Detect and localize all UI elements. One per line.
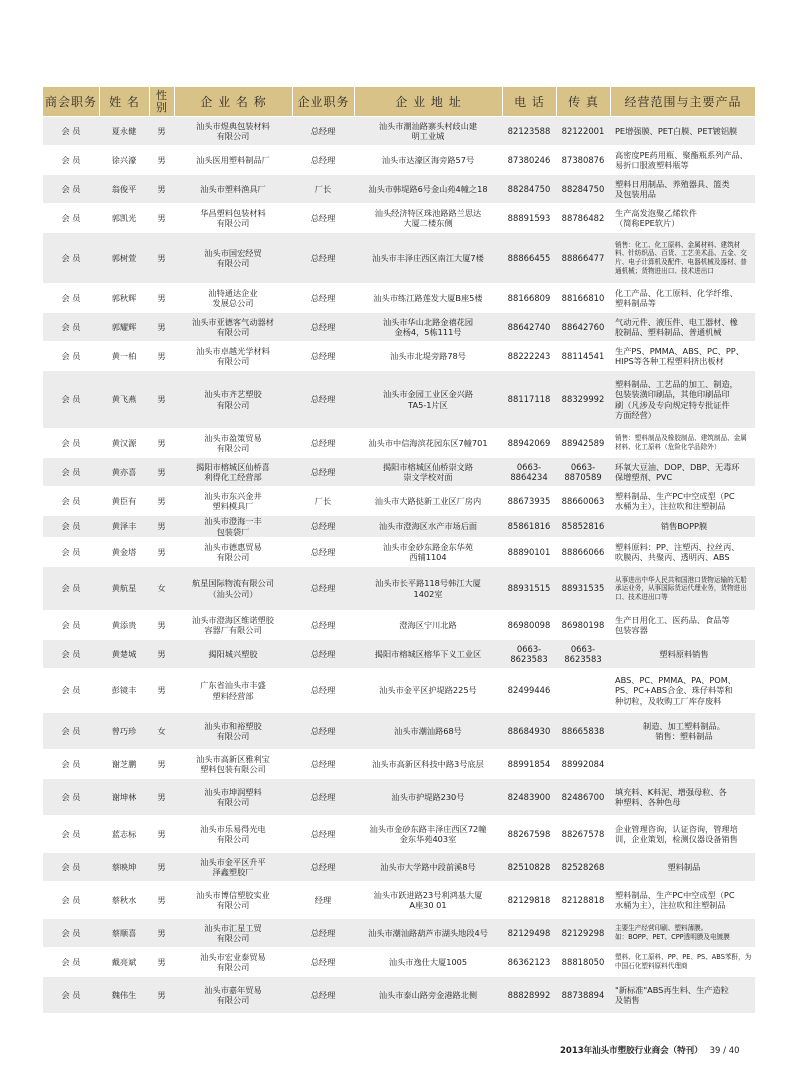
- cell-fax: 88642760: [556, 313, 610, 341]
- cell-company: 汕头市高新区雅利宝 塑料包装有限公司: [174, 750, 292, 778]
- cell-fax: 88114541: [556, 342, 610, 370]
- cell-name: 戴亮斌: [99, 948, 149, 976]
- cell-phone: 82510828: [502, 853, 556, 881]
- cell-phone: 86362123: [502, 948, 556, 976]
- cell-position: 总经理: [292, 567, 354, 610]
- cell-sex: 男: [149, 146, 174, 174]
- cell-fax: 88267578: [556, 816, 610, 852]
- cell-fax: 88992084: [556, 750, 610, 778]
- cell-phone: 82129498: [502, 919, 556, 947]
- cell-role: 会 员: [43, 977, 99, 1013]
- cell-scope: 塑料制品、生产PC中空成型（PC 水桶为主），注拉吹和注塑制品: [610, 882, 755, 918]
- cell-sex: 男: [149, 342, 174, 370]
- cell-company: 汕头医用塑料制品厂: [174, 146, 292, 174]
- table-row: [43, 948, 755, 976]
- cell-scope: 塑料日用制品、养殖器具、篮类 及包装用品: [610, 175, 755, 203]
- table-row: [43, 429, 755, 457]
- cell-fax: 88665838: [556, 713, 610, 749]
- cell-role: 会 员: [43, 175, 99, 203]
- cell-scope: 塑料制品: [610, 853, 755, 881]
- cell-name: 黄飞燕: [99, 371, 149, 428]
- cell-address: 汕头市潮汕路68号: [354, 713, 502, 749]
- cell-scope: [610, 750, 755, 778]
- cell-fax: 0663- 8870589: [556, 458, 610, 486]
- table-row: [43, 175, 755, 203]
- cell-role: 会 员: [43, 669, 99, 712]
- cell-role: 会 员: [43, 313, 99, 341]
- cell-phone: 88828992: [502, 977, 556, 1013]
- cell-role: 会 员: [43, 640, 99, 668]
- cell-company: 汕头市澄海一丰 包装袋厂: [174, 516, 292, 537]
- cell-name: 夏永健: [99, 117, 149, 145]
- cell-address: 汕头市高新区科技中路3号底层: [354, 750, 502, 778]
- cell-phone: 88222243: [502, 342, 556, 370]
- cell-position: 总经理: [292, 146, 354, 174]
- cell-scope: 销售：化工、化工原料、金属材料、建筑材料、针纺织品、百货、工艺美术品、五金、交片、电子计算机及配件、电器机械及器材、普通机械；货物进出口、技术进出口: [610, 233, 755, 283]
- header-scope: 经营范围与主要产品: [610, 87, 755, 116]
- cell-address: 汕头市北堤旁路78号: [354, 342, 502, 370]
- cell-sex: 男: [149, 371, 174, 428]
- cell-company: 揭阳市榕城区仙桥喜 利得化工经营部: [174, 458, 292, 486]
- cell-company: 汕头市金平区升平 泽鑫塑胶厂: [174, 853, 292, 881]
- table-row: [43, 882, 755, 918]
- cell-phone: 88642740: [502, 313, 556, 341]
- cell-name: 郭耀辉: [99, 313, 149, 341]
- member-table: [43, 86, 755, 1014]
- cell-role: 会 员: [43, 146, 99, 174]
- cell-name: 谢坤林: [99, 779, 149, 815]
- cell-name: 郭树萱: [99, 233, 149, 283]
- cell-phone: 88284750: [502, 175, 556, 203]
- table-row: [43, 204, 755, 232]
- header-address: 企 业 地 址: [354, 87, 502, 116]
- cell-role: 会 员: [43, 371, 99, 428]
- cell-sex: 男: [149, 284, 174, 312]
- cell-name: 魏伟生: [99, 977, 149, 1013]
- cell-position: 总经理: [292, 919, 354, 947]
- cell-position: 总经理: [292, 429, 354, 457]
- cell-role: 会 员: [43, 611, 99, 639]
- cell-phone: 82499446: [502, 669, 556, 712]
- cell-phone: 82123588: [502, 117, 556, 145]
- cell-position: 总经理: [292, 779, 354, 815]
- cell-company: 汕头市塑料渔具厂: [174, 175, 292, 203]
- cell-company: 汕头市东兴金井 塑料模具厂: [174, 487, 292, 515]
- cell-sex: 男: [149, 516, 174, 537]
- table-row: [43, 313, 755, 341]
- cell-address: 汕头市逸仕大厦1005: [354, 948, 502, 976]
- cell-sex: 女: [149, 567, 174, 610]
- table-row: [43, 146, 755, 174]
- table-row: [43, 816, 755, 852]
- cell-address: 汕头市大路挞新工业区厂房内: [354, 487, 502, 515]
- header-sex: 性 别: [149, 87, 174, 116]
- cell-role: 会 员: [43, 882, 99, 918]
- cell-scope: 制造、加工塑料制品。 销售：塑料制品: [610, 713, 755, 749]
- cell-sex: 男: [149, 429, 174, 457]
- cell-fax: 85852816: [556, 516, 610, 537]
- cell-address: 汕头市练江路莲发大厦B座5楼: [354, 284, 502, 312]
- cell-name: 郭秋辉: [99, 284, 149, 312]
- cell-role: 会 员: [43, 233, 99, 283]
- cell-position: 总经理: [292, 816, 354, 852]
- cell-address: 揭阳市榕城区榕华下义工业区: [354, 640, 502, 668]
- cell-role: 会 员: [43, 816, 99, 852]
- cell-phone: 88891593: [502, 204, 556, 232]
- cell-address: 汕头市潮汕路葫芦市湖头地段4号: [354, 919, 502, 947]
- cell-phone: 88931515: [502, 567, 556, 610]
- cell-fax: 88866477: [556, 233, 610, 283]
- cell-scope: 环氧大豆油、DOP、DBP、无毒环 保增塑剂、PVC: [610, 458, 755, 486]
- cell-phone: 82129818: [502, 882, 556, 918]
- cell-sex: 男: [149, 853, 174, 881]
- cell-fax: 88942589: [556, 429, 610, 457]
- table-row: [43, 487, 755, 515]
- cell-name: 蔡秋水: [99, 882, 149, 918]
- cell-position: 总经理: [292, 204, 354, 232]
- cell-phone: 88267598: [502, 816, 556, 852]
- cell-company: 汕头市德惠贸易 有限公司: [174, 538, 292, 566]
- cell-phone: 88166809: [502, 284, 556, 312]
- cell-address: 汕头市大学路中段前溪8号: [354, 853, 502, 881]
- cell-position: 总经理: [292, 640, 354, 668]
- cell-phone: 85861816: [502, 516, 556, 537]
- cell-position: 总经理: [292, 669, 354, 712]
- cell-phone: 0663- 8864234: [502, 458, 556, 486]
- cell-scope: 化工产品、化工原料、化学纤维、 塑料制品等: [610, 284, 755, 312]
- cell-address: 汕头市丰泽庄西区南江大厦7楼: [354, 233, 502, 283]
- cell-phone: 87380246: [502, 146, 556, 174]
- cell-address: 汕头市跃进路23号利鸿基大厦 A座30 01: [354, 882, 502, 918]
- cell-role: 会 员: [43, 117, 99, 145]
- cell-sex: 男: [149, 313, 174, 341]
- cell-fax: 87380876: [556, 146, 610, 174]
- cell-fax: 88166810: [556, 284, 610, 312]
- cell-sex: 男: [149, 816, 174, 852]
- cell-fax: [556, 669, 610, 712]
- cell-address: 汕头经济特区珠池路路兰思达 大厦二楼东侧: [354, 204, 502, 232]
- cell-sex: 男: [149, 919, 174, 947]
- cell-company: 汕头市乐易得光电 有限公司: [174, 816, 292, 852]
- cell-sex: 男: [149, 640, 174, 668]
- cell-scope: 塑料、化工原料、PP、PE、PS、ABS苯酐，为中国石化塑料原料代理商: [610, 948, 755, 976]
- cell-role: 会 员: [43, 487, 99, 515]
- cell-role: 会 员: [43, 948, 99, 976]
- cell-name: 黄亦喜: [99, 458, 149, 486]
- cell-name: 蓝志标: [99, 816, 149, 852]
- cell-role: 会 员: [43, 204, 99, 232]
- cell-company: 汕头市煜典包装材料 有限公司: [174, 117, 292, 145]
- cell-name: 黄泽丰: [99, 516, 149, 537]
- cell-role: 会 员: [43, 750, 99, 778]
- cell-position: 总经理: [292, 371, 354, 428]
- cell-sex: 男: [149, 204, 174, 232]
- cell-name: 谢芝鹏: [99, 750, 149, 778]
- cell-address: 汕头市护堤路230号: [354, 779, 502, 815]
- cell-sex: 男: [149, 611, 174, 639]
- cell-fax: 88786482: [556, 204, 610, 232]
- table-row: [43, 779, 755, 815]
- cell-company: 华昌塑料包装材料 有限公司: [174, 204, 292, 232]
- cell-fax: 88866066: [556, 538, 610, 566]
- page-footer: [560, 1044, 740, 1056]
- cell-role: 会 员: [43, 919, 99, 947]
- cell-company: 揭阳城兴塑胶: [174, 640, 292, 668]
- cell-company: 汕头市盈策贸易 有限公司: [174, 429, 292, 457]
- cell-role: 会 员: [43, 779, 99, 815]
- cell-scope: 销售BOPP膜: [610, 516, 755, 537]
- cell-address: 汕头市潮汕路寨头村歧山建 明工业城: [354, 117, 502, 145]
- cell-company: 汕头市嘉年贸易 有限公司: [174, 977, 292, 1013]
- cell-company: 汕头市汇星工贸 有限公司: [174, 919, 292, 947]
- cell-company: 汕特通达企业 发展总公司: [174, 284, 292, 312]
- table-row: [43, 919, 755, 947]
- cell-role: 会 员: [43, 516, 99, 537]
- cell-scope: 生产PS、PMMA、ABS、PC、PP、 HIPS等各种工程塑料挤出板材: [610, 342, 755, 370]
- table-row: [43, 538, 755, 566]
- cell-company: 汕头市亚德客气动器材 有限公司: [174, 313, 292, 341]
- cell-company: 航星国际物流有限公司 （汕头公司）: [174, 567, 292, 610]
- cell-fax: 0663- 8623583: [556, 640, 610, 668]
- cell-position: 总经理: [292, 117, 354, 145]
- cell-role: 会 员: [43, 853, 99, 881]
- cell-address: 汕头市澄海区水产市场后面: [354, 516, 502, 537]
- page-number: 39 / 40: [709, 1046, 740, 1056]
- cell-company: 汕头市澄海区维诺塑胶 容器厂有限公司: [174, 611, 292, 639]
- cell-role: 会 员: [43, 342, 99, 370]
- table-row: [43, 611, 755, 639]
- cell-fax: 86980198: [556, 611, 610, 639]
- cell-scope: ABS、PC、PMMA、PA、POM、 PS、PC+ABS合金、珠仔料等和 种切粒，及收购工厂库存废料: [610, 669, 755, 712]
- cell-name: 彭镜丰: [99, 669, 149, 712]
- cell-phone: 88991854: [502, 750, 556, 778]
- cell-name: 黄汉源: [99, 429, 149, 457]
- cell-scope: 塑料制品、生产PC中空成型（PC 水桶为主），注拉吹和注塑制品: [610, 487, 755, 515]
- cell-scope: 销售：塑料制品及橡胶制品、建筑制品、金属材料、化工原料（危险化学品除外）: [610, 429, 755, 457]
- cell-position: 总经理: [292, 284, 354, 312]
- cell-address: 汕头市金砂东路丰泽庄西区72幢 金东华苑403室: [354, 816, 502, 852]
- cell-sex: 男: [149, 458, 174, 486]
- table-row: [43, 567, 755, 610]
- cell-address: 汕头市金平区护堤路225号: [354, 669, 502, 712]
- cell-position: 总经理: [292, 313, 354, 341]
- table-row: [43, 284, 755, 312]
- table-row: [43, 516, 755, 537]
- cell-fax: 88329992: [556, 371, 610, 428]
- table-row: [43, 117, 755, 145]
- cell-address: 汕头市泰山路旁金港路北侧: [354, 977, 502, 1013]
- cell-company: 汕头市齐艺塑胶 有限公司: [174, 371, 292, 428]
- cell-scope: 生产日用化工、医药品、食品等 包装容器: [610, 611, 755, 639]
- cell-position: 总经理: [292, 458, 354, 486]
- cell-position: 总经理: [292, 853, 354, 881]
- header-role: 商会职务: [43, 87, 99, 116]
- cell-position: 总经理: [292, 977, 354, 1013]
- cell-fax: 82486700: [556, 779, 610, 815]
- table-row: [43, 853, 755, 881]
- member-table-wrapper: [43, 86, 755, 1014]
- cell-phone: 88866455: [502, 233, 556, 283]
- cell-sex: 男: [149, 779, 174, 815]
- cell-name: 蔡映坤: [99, 853, 149, 881]
- cell-scope: 塑料原料：PP、注塑丙、拉丝丙、 吹膜丙、共聚丙、透明丙、ABS: [610, 538, 755, 566]
- cell-address: 澄海区宁川北路: [354, 611, 502, 639]
- cell-sex: 男: [149, 669, 174, 712]
- cell-fax: 88284750: [556, 175, 610, 203]
- cell-scope: 从事进出中华人民共和国港口货物运输的无船承运业务，从事国际货运代理业务，货物进出口、技术进出口等: [610, 567, 755, 610]
- cell-phone: 88684930: [502, 713, 556, 749]
- table-row: [43, 750, 755, 778]
- header-phone: 电 话: [502, 87, 556, 116]
- cell-sex: 男: [149, 233, 174, 283]
- table-row: [43, 458, 755, 486]
- cell-name: 徐兴濠: [99, 146, 149, 174]
- cell-fax: 82128818: [556, 882, 610, 918]
- cell-scope: "新标准"ABS再生料、生产造粒 及销售: [610, 977, 755, 1013]
- table-header-row: [43, 87, 755, 116]
- cell-fax: 88931535: [556, 567, 610, 610]
- cell-address: 汕头市中信海滨花园东区7幢701: [354, 429, 502, 457]
- table-body: [43, 117, 755, 1013]
- cell-sex: 男: [149, 750, 174, 778]
- cell-fax: 82129298: [556, 919, 610, 947]
- cell-sex: 男: [149, 538, 174, 566]
- cell-name: 黄一柏: [99, 342, 149, 370]
- cell-sex: 男: [149, 948, 174, 976]
- cell-role: 会 员: [43, 458, 99, 486]
- cell-role: 会 员: [43, 284, 99, 312]
- cell-address: 汕头市长平路118号韩江大厦 1402室: [354, 567, 502, 610]
- cell-scope: 生产高发泡聚乙烯软件 （简称EPE软片）: [610, 204, 755, 232]
- cell-position: 总经理: [292, 538, 354, 566]
- table-row: [43, 977, 755, 1013]
- cell-phone: 88117118: [502, 371, 556, 428]
- header-name: 姓 名: [99, 87, 149, 116]
- cell-phone: 88890101: [502, 538, 556, 566]
- header-company: 企 业 名 称: [174, 87, 292, 116]
- cell-address: 汕头市达濠区海旁路57号: [354, 146, 502, 174]
- cell-phone: 88673935: [502, 487, 556, 515]
- cell-role: 会 员: [43, 538, 99, 566]
- cell-name: 蔡顺喜: [99, 919, 149, 947]
- cell-position: 总经理: [292, 516, 354, 537]
- cell-fax: 88738894: [556, 977, 610, 1013]
- cell-position: 厂长: [292, 487, 354, 515]
- cell-address: 汕头市韩堤路6号金山苑4幢之18: [354, 175, 502, 203]
- cell-company: 汕头市国宏经贸 有限公司: [174, 233, 292, 283]
- cell-name: 黄添贵: [99, 611, 149, 639]
- cell-position: 总经理: [292, 713, 354, 749]
- cell-address: 汕头市华山北路金禧花园 金杨4，5栋111号: [354, 313, 502, 341]
- cell-company: 汕头市和裕塑胶 有限公司: [174, 713, 292, 749]
- header-fax: 传 真: [556, 87, 610, 116]
- cell-fax: 88818050: [556, 948, 610, 976]
- cell-position: 总经理: [292, 611, 354, 639]
- cell-scope: PE增强膜、PET白膜、PET镀铝膜: [610, 117, 755, 145]
- cell-fax: 88660063: [556, 487, 610, 515]
- cell-scope: 气动元件、液压件、电工器材、橡 胶制品、塑料制品、普通机械: [610, 313, 755, 341]
- cell-position: 总经理: [292, 948, 354, 976]
- cell-phone: 0663- 8623583: [502, 640, 556, 668]
- cell-sex: 男: [149, 882, 174, 918]
- cell-address: 汕头市金园工业区金兴路 TA5-1片区: [354, 371, 502, 428]
- cell-role: 会 员: [43, 713, 99, 749]
- cell-name: 黄楚城: [99, 640, 149, 668]
- table-row: [43, 342, 755, 370]
- cell-position: 厂长: [292, 175, 354, 203]
- cell-company: 汕头市博信塑胶实业 有限公司: [174, 882, 292, 918]
- cell-fax: 82528268: [556, 853, 610, 881]
- cell-name: 曾巧珍: [99, 713, 149, 749]
- cell-phone: 86980098: [502, 611, 556, 639]
- cell-address: 汕头市金砂东路金东华苑 西辅1104: [354, 538, 502, 566]
- cell-company: 汕头市宏业泰贸易 有限公司: [174, 948, 292, 976]
- cell-position: 总经理: [292, 750, 354, 778]
- table-row: [43, 669, 755, 712]
- cell-position: 总经理: [292, 342, 354, 370]
- header-position: 企业职务: [292, 87, 354, 116]
- cell-position: 总经理: [292, 233, 354, 283]
- table-row: [43, 233, 755, 283]
- cell-sex: 男: [149, 487, 174, 515]
- cell-sex: 男: [149, 117, 174, 145]
- table-row: [43, 640, 755, 668]
- footer-title: 2013年汕头市塑胶行业商会（特刊）: [560, 1046, 703, 1056]
- cell-scope: 塑料制品、工艺品的加工、制造， 包装装潢印刷品，其他印刷品印 刷（凡涉及专向规定特专批证件 方面经营）: [610, 371, 755, 428]
- cell-phone: 82483900: [502, 779, 556, 815]
- cell-role: 会 员: [43, 567, 99, 610]
- cell-scope: 企业管理咨询，认证咨询，管理培 训，企业策划，检测仪器设备销售: [610, 816, 755, 852]
- cell-scope: 高密度PE药用瓶、聚酯瓶系列产品、 易折口服液塑料瓶等: [610, 146, 755, 174]
- cell-sex: 男: [149, 175, 174, 203]
- cell-sex: 女: [149, 713, 174, 749]
- cell-scope: 填充料、K料泥、增强母粒、各 种塑料、各种色母: [610, 779, 755, 815]
- cell-phone: 88942069: [502, 429, 556, 457]
- cell-name: 郭凯光: [99, 204, 149, 232]
- cell-company: 汕头市卓越光学材料 有限公司: [174, 342, 292, 370]
- cell-scope: 塑料原料销售: [610, 640, 755, 668]
- cell-scope: 主要生产经营印刷、塑料薄膜。 如：BOPP、PET、CPP透明膜及电镀膜: [610, 919, 755, 947]
- cell-position: 经理: [292, 882, 354, 918]
- cell-name: 翁俊平: [99, 175, 149, 203]
- cell-fax: 82122001: [556, 117, 610, 145]
- cell-name: 黄航星: [99, 567, 149, 610]
- cell-company: 广东省汕头市丰盛 塑料经营部: [174, 669, 292, 712]
- cell-sex: 男: [149, 977, 174, 1013]
- cell-name: 黄金塔: [99, 538, 149, 566]
- table-row: [43, 713, 755, 749]
- cell-role: 会 员: [43, 429, 99, 457]
- cell-address: 揭阳市榕城区仙桥崇文路 崇文学校对面: [354, 458, 502, 486]
- cell-company: 汕头市坤润塑料 有限公司: [174, 779, 292, 815]
- cell-name: 黄臣有: [99, 487, 149, 515]
- table-row: [43, 371, 755, 428]
